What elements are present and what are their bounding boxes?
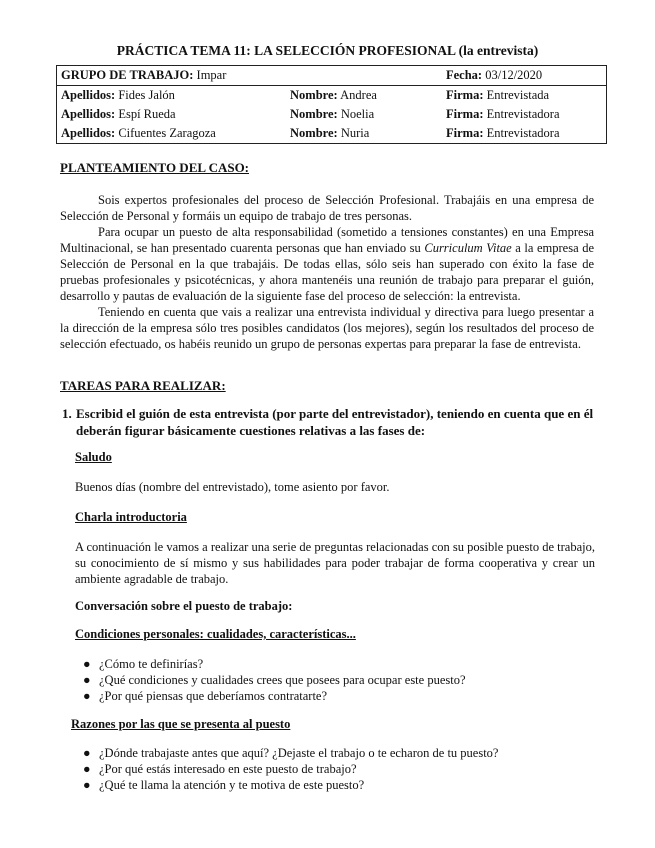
saludo-heading: Saludo [75, 450, 112, 464]
case-paragraph-2-b: a la empresa de Selección de Personal en la que trabajáis. De todas ellas, sólo seis han superado con éxito la fase de pruebas profesionales y psicotécnicas, y ahora mantenéis una reunión de trabajo para preparar el guión, desarrollo y pautas de evaluación de la siguiente fase del proceso de selección: la entrevista. [60, 241, 594, 303]
bullet-icon: ● [83, 746, 91, 760]
list-item-text: ¿Cómo te definirías? [99, 657, 204, 671]
case-section [60, 160, 594, 176]
name-cell [286, 86, 438, 106]
name-cell [286, 105, 438, 124]
charla-text-wrap [75, 539, 595, 587]
conversacion-heading-wrap [75, 598, 595, 614]
name-label: Nombre: [290, 107, 338, 121]
razones-heading: Razones por las que se presenta al puesto [71, 717, 291, 731]
surname-label: Apellidos: [61, 126, 116, 140]
sign-value: Entrevistada [486, 88, 550, 102]
date-value: 03/12/2020 [485, 68, 543, 82]
list-item [75, 745, 605, 761]
sign-label: Firma: [446, 107, 484, 121]
condiciones-list-wrap [75, 656, 595, 704]
surname-label: Apellidos: [61, 107, 116, 121]
conversacion-heading: Conversación sobre el puesto de trabajo: [75, 599, 293, 613]
list-item [75, 656, 595, 672]
charla-text: A continuación le vamos a realizar una serie de preguntas relacionadas con su posible puesto de trabajo, su conocimiento de sí mismo y sus habilidades para poder trabajar de forma cooperativa y crear un ambiente agradable de trabajo. [75, 540, 595, 586]
sign-value: Entrevistadora [486, 126, 560, 140]
surname-value: Fides Jalón [118, 88, 175, 102]
condiciones-heading: Condiciones personales: cualidades, características... [75, 627, 356, 641]
sign-cell [438, 124, 607, 144]
name-label: Nombre: [290, 88, 338, 102]
curriculum-vitae-term: Curriculum Vitae [424, 241, 512, 255]
surname-cell [57, 105, 287, 124]
sign-value: Entrevistadora [486, 107, 560, 121]
saludo-heading-wrap [75, 449, 595, 465]
name-label: Nombre: [290, 126, 338, 140]
sign-cell [438, 105, 607, 124]
name-value: Noelia [340, 107, 375, 121]
name-cell [286, 124, 438, 144]
surname-value: Espí Rueda [118, 107, 176, 121]
razones-heading-wrap [71, 716, 591, 732]
bullet-icon: ● [83, 689, 91, 703]
list-item-text: ¿Qué te llama la atención y te motiva de este puesto? [99, 778, 365, 792]
name-value: Andrea [340, 88, 377, 102]
group-row [57, 66, 607, 86]
task-1-number: 1. [62, 406, 72, 421]
bullet-icon: ● [83, 673, 91, 687]
list-item [75, 672, 595, 688]
saludo-text: Buenos días (nombre del entrevistado), tome asiento por favor. [75, 480, 390, 494]
list-item-text: ¿Por qué estás interesado en este puesto de trabajo? [99, 762, 357, 776]
member-row [57, 86, 607, 106]
bullet-icon: ● [83, 657, 91, 671]
list-item [75, 777, 605, 793]
razones-list [75, 745, 605, 793]
sign-cell [438, 86, 607, 106]
razones-list-wrap [75, 745, 605, 793]
date-cell [438, 66, 607, 86]
date-label: Fecha: [446, 68, 483, 82]
case-paragraph-2-a: Para ocupar un puesto de alta responsabilidad (sometido a tensiones constantes) en una Empresa Multinacional, se han presentado cuarenta personas que han enviado su [60, 225, 594, 255]
case-heading: PLANTEAMIENTO DEL CASO: [60, 160, 250, 175]
surname-cell [57, 124, 287, 144]
task-1-text: Escribid el guión de esta entrevista (por parte del entrevistador), teniendo en cuenta que en él deberán figurar básicamente cuestiones relativas a las fases de: [76, 406, 594, 438]
sign-label: Firma: [446, 88, 484, 102]
member-row [57, 105, 607, 124]
page-title: PRÁCTICA TEMA 11: LA SELECCIÓN PROFESIONAL (la entrevista) [116, 43, 539, 58]
charla-heading: Charla introductoria [75, 510, 187, 524]
group-cell [57, 66, 439, 86]
surname-label: Apellidos: [61, 88, 116, 102]
list-item-text: ¿Qué condiciones y cualidades crees que posees para ocupar este puesto? [99, 673, 466, 687]
group-value: Impar [196, 68, 227, 82]
list-item [75, 688, 595, 704]
case-paragraph-1: Sois expertos profesionales del proceso de Selección Profesional. Trabajáis en una empresa de Selección de Personal y formáis un equipo de trabajo de tres personas. [60, 193, 594, 223]
list-item-text: ¿Dónde trabajaste antes que aquí? ¿Dejaste el trabajo o te echaron de tu puesto? [99, 746, 499, 760]
charla-heading-wrap [75, 509, 595, 525]
case-paragraph-2 [60, 224, 594, 304]
case-paragraphs [60, 192, 594, 352]
sign-label: Firma: [446, 126, 484, 140]
group-info-table [56, 65, 607, 144]
bullet-icon: ● [83, 778, 91, 792]
condiciones-heading-wrap [75, 626, 595, 642]
member-row [57, 124, 607, 144]
case-paragraph-3: Teniendo en cuenta que vais a realizar una entrevista individual y directiva para luego presentar a la dirección de la empresa sólo tres posibles candidatos (los mejores), según los resultados del proceso de selección efectuado, os habéis reunido un grupo de personas expertas para preparar la fase de entrevista. [60, 305, 594, 351]
tasks-section [60, 378, 594, 394]
surname-value: Cifuentes Zaragoza [118, 126, 216, 140]
task-1 [62, 405, 602, 439]
saludo-text-wrap [75, 479, 595, 495]
list-item-text: ¿Por qué piensas que deberíamos contratarte? [99, 689, 328, 703]
bullet-icon: ● [83, 762, 91, 776]
name-value: Nuria [340, 126, 370, 140]
condiciones-list [75, 656, 595, 704]
surname-cell [57, 86, 287, 106]
group-label: GRUPO DE TRABAJO: [61, 68, 194, 82]
list-item [75, 761, 605, 777]
tasks-heading: TAREAS PARA REALIZAR: [60, 378, 226, 393]
